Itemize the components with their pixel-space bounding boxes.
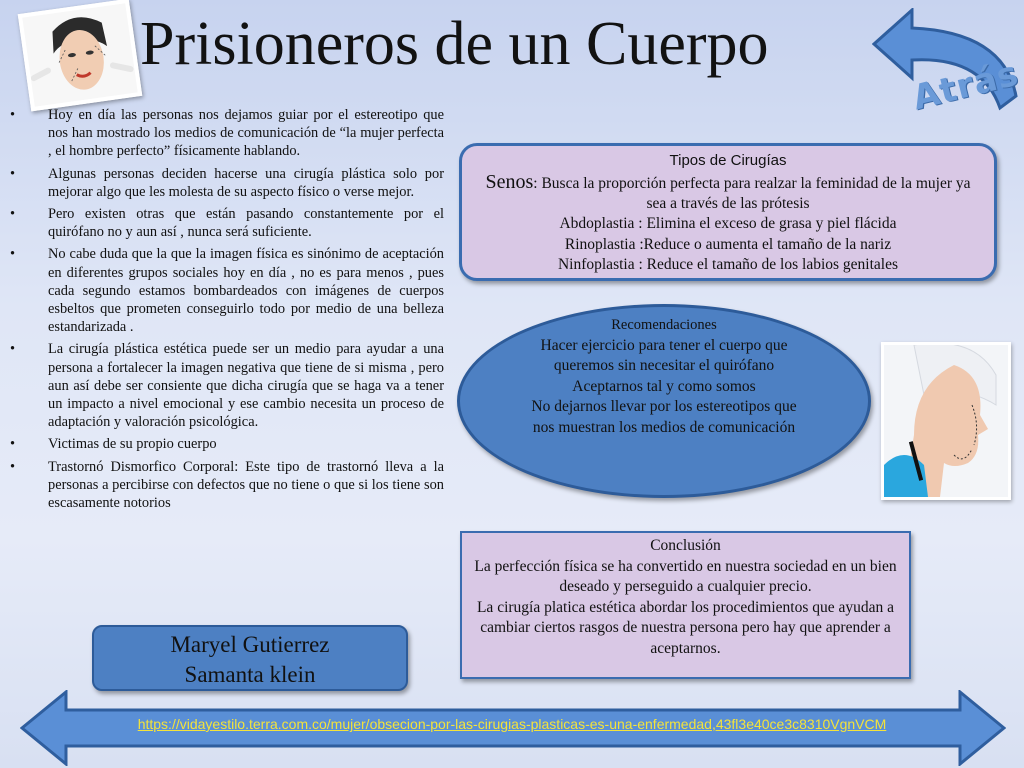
bullet-list [8, 106, 444, 516]
conclusion-card [460, 531, 911, 679]
back-label[interactable]: Atrás [908, 53, 1023, 119]
woman-face-photo [18, 0, 143, 111]
recommendation-line: Aceptarnos tal y como somos [572, 377, 756, 395]
author-name: Maryel Gutierrez [170, 632, 330, 657]
list-item: • La cirugía plástica estética puede ser un medio para ayudar a una persona a fortalecer la imagen negativa que tiene de si misma , pero aun así debe ser consiente que dicha cirugía que se haga va a tener un impacto a nivel emocional y ese cambio necesita un proceso de adaptación y valoración psicológica. [8, 340, 444, 431]
list-item: • Pero existen otras que están pasando constantemente por el quirófano no y aun así , nunca será suficiente. [8, 205, 444, 241]
surgery-line: Abdoplastia : Elimina el exceso de grasa y piel flácida [559, 215, 897, 232]
recommendation-line: No dejarnos llevar por los estereotipos que nos muestran los medios de comunicación [531, 398, 797, 436]
list-item: • Hoy en día las personas nos dejamos guiar por el estereotipo que nos han mostrado los medios de comunicación de “la mujer perfecta , el hombre perfecto” físicamente hablando. [8, 106, 444, 161]
source-link[interactable]: https://vidayestilo.terra.com.co/mujer/obsecion-por-las-cirugias-plasticas-es-una-enfermedad,43fl3e40ce3c8310VgnVCM [137, 716, 887, 732]
surgery-types-heading: Tipos de Cirugías [669, 152, 787, 169]
list-item: • Victimas de su propio cuerpo [8, 435, 444, 453]
conclusion-heading: Conclusión [650, 537, 721, 554]
authors-box [92, 625, 408, 691]
recommendation-line: Hacer ejercicio para tener el cuerpo que queremos sin necesitar el quirófano [540, 336, 788, 374]
recommendations-oval [457, 304, 871, 498]
list-item: • No cabe duda que la que la imagen física es sinónimo de aceptación en diferentes grupos sociales hoy en día , no es para menos , pues cada segundo estamos bombardeados con imágenes de cuerpos esbeltos que prometen conseguirlo todo por medio de una belleza estandarizada . [8, 245, 444, 336]
face-profile-photo [881, 342, 1011, 500]
author-name: Samanta klein [184, 662, 316, 687]
recommendations-heading: Recomendaciones [611, 317, 717, 333]
senos-text [462, 172, 994, 214]
senos-label: Senos [485, 171, 534, 193]
page-title: Prisioneros de un Cuerpo [140, 10, 769, 78]
surgery-line: Ninfoplastia : Reduce el tamaño de los labios genitales [557, 256, 899, 273]
senos-description: : Busca la proporción perfecta para realzar la feminidad de la mujer ya sea a través de las prótesis [533, 175, 971, 212]
surgery-types-card [459, 143, 997, 281]
conclusion-line: La perfección física se ha convertido en nuestra sociedad en un bien deseado y perseguido a cualquier precio. [474, 557, 897, 596]
surgery-line: Rinoplastia :Reduce o aumenta el tamaño de la nariz [564, 235, 892, 253]
conclusion-line: La cirugía platica estética abordar los procedimientos que ayudan a cambiar ciertos rasgos de nuestra persona pero hay que aprender a aceptarnos. [476, 598, 895, 657]
list-item: • Algunas personas deciden hacerse una cirugía plástica solo por mejorar algo que les molesta de su aspecto físico o verse mejor. [8, 165, 444, 201]
list-item: • Trastornó Dismorfico Corporal: Este tipo de trastornó lleva a la personas a percibirse con defectos que no tiene o que si los tiene son escasamente notorios [8, 458, 444, 513]
